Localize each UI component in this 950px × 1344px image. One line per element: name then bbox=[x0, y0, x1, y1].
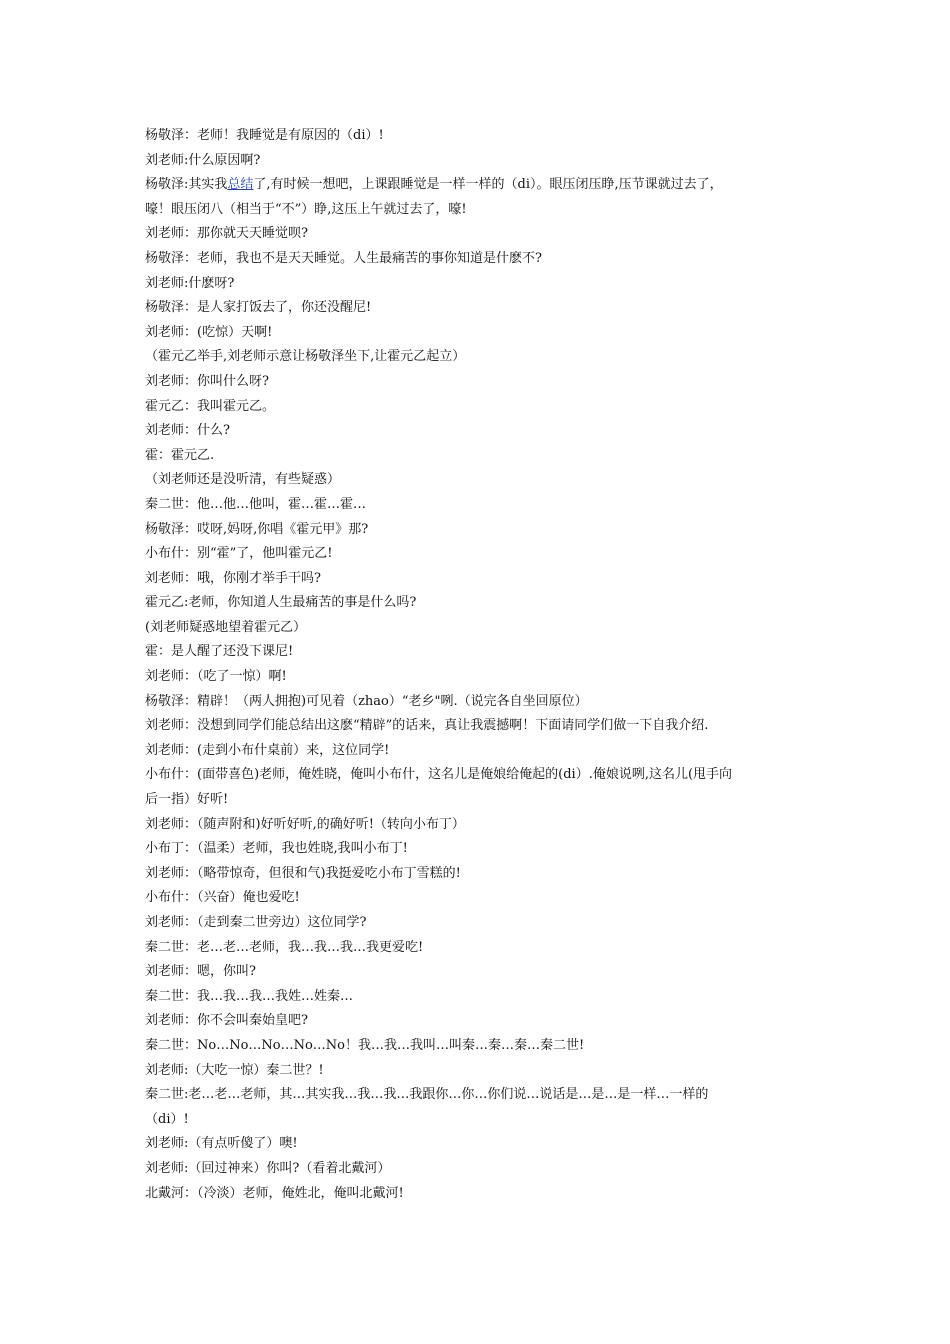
dialogue-line: 刘老师：哦，你刚才举手干吗? bbox=[145, 570, 321, 586]
dialogue-line: 杨敬泽：老师，我也不是天天睡觉。人生最痛苦的事你知道是什麽不? bbox=[145, 250, 542, 266]
dialogue-line: 杨敬泽：老师！我睡觉是有原因的（di）! bbox=[145, 128, 384, 143]
stage-direction: （霍元乙举手,刘老师示意让杨敬泽坐下,让霍元乙起立） bbox=[145, 349, 466, 365]
dialogue-line: 杨敬泽：精辟！（两人拥抱)可见着（zhao）“老乡"咧.（说完各自坐回原位） bbox=[145, 693, 588, 709]
dialogue-line: 刘老师：（随声附和)好听好听,的确好听!（转向小布丁） bbox=[145, 816, 465, 832]
dialogue-line: 刘老师：（走到秦二世旁边）这位同学? bbox=[145, 915, 367, 930]
dialogue-line bbox=[145, 173, 820, 198]
line-text-before: 杨敬泽:其实我 bbox=[145, 177, 228, 193]
dialogue-line: 刘老师：(吃惊）天啊! bbox=[145, 324, 273, 340]
dialogue-line: 刘老师：(走到小布什桌前）来，这位同学! bbox=[145, 742, 390, 758]
dialogue-line: 刘老师:（大吃一惊）秦二世？! bbox=[145, 1062, 324, 1078]
dialogue-line: （di）! bbox=[145, 1111, 189, 1127]
dialogue-line: 霍：是人醒了还没下课尼! bbox=[145, 644, 294, 660]
line-text-after: 了,有时候一想吧，上课跟睡觉是一样一样的（di）。眼压闭压睁,压节课就过去了， bbox=[253, 177, 723, 193]
dialogue-line: 刘老师:什麽呀? bbox=[145, 275, 235, 291]
dialogue-line: 刘老师：什么? bbox=[145, 423, 230, 439]
dialogue-line: 刘老师：你不会叫秦始皇吧? bbox=[145, 1013, 308, 1029]
dialogue-line: 后一指）好听! bbox=[145, 792, 229, 808]
dialogue-line: 小布什：别“霍”了，他叫霍元乙! bbox=[145, 546, 333, 562]
stage-direction: （刘老师还是没听清，有些疑惑） bbox=[145, 472, 341, 488]
summary-link[interactable]: 总结 bbox=[227, 177, 254, 193]
dialogue-line: 霍元乙:老师，你知道人生最痛苦的事是什么吗? bbox=[145, 595, 417, 611]
dialogue-line: 刘老师:（回过神来）你叫?（看着北戴河） bbox=[145, 1160, 391, 1176]
dialogue-line: 嚎！眼压闭八（相当于“不”）睁,这压上午就过去了，嚎! bbox=[145, 201, 467, 217]
dialogue-line: 刘老师：那你就天天睡觉呗? bbox=[145, 226, 308, 242]
dialogue-line: 刘老师：没想到同学们能总结出这麽“精辟”的话来，真让我震撼啊！下面请同学们做一下自我介绍. bbox=[145, 718, 709, 734]
dialogue-line: 北戴河：（冷淡）老师，俺姓北，俺叫北戴河! bbox=[145, 1185, 404, 1201]
dialogue-line: 霍：霍元乙. bbox=[145, 447, 215, 463]
dialogue-line: 刘老师：嗯，你叫? bbox=[145, 964, 256, 980]
dialogue-line: 杨敬泽：是人家打饭去了，你还没醒尼! bbox=[145, 300, 372, 316]
dialogue-line: 刘老师：（略带惊奇，但很和气)我挺爱吃小布丁雪糕的! bbox=[145, 865, 461, 881]
dialogue-line: 刘老师：（吃了一惊）啊! bbox=[145, 669, 287, 685]
dialogue-line: 刘老师:（有点听傻了）噢! bbox=[145, 1136, 298, 1152]
stage-direction: (刘老师疑惑地望着霍元乙） bbox=[145, 619, 307, 635]
dialogue-line: 秦二世：我…我…我…我姓…姓秦… bbox=[145, 988, 354, 1004]
dialogue-line: 秦二世:老…老…老师，其…其实我…我…我…我跟你…你…你们说…说话是…是…是一样…一样的 bbox=[145, 1087, 709, 1103]
dialogue-line: 秦二世：他…他…他叫，霍…霍…霍… bbox=[145, 496, 367, 512]
dialogue-line: 小布丁：（温柔）老师，我也姓晓,我叫小布丁! bbox=[145, 841, 408, 857]
dialogue-line: 霍元乙：我叫霍元乙。 bbox=[145, 398, 276, 414]
dialogue-line: 秦二世：老…老…老师，我…我…我…我更爱吃! bbox=[145, 939, 424, 955]
dialogue-line: 杨敬泽：哎呀,妈呀,你唱《霍元甲》那? bbox=[145, 521, 369, 537]
dialogue-line: 刘老师:什么原因啊? bbox=[145, 152, 261, 168]
dialogue-line: 小布什：（兴奋）俺也爱吃! bbox=[145, 890, 300, 906]
dialogue-line: 秦二世：No…No…No…No…No！我…我…我叫…叫秦…秦…秦…秦二世! bbox=[145, 1037, 585, 1053]
document-page bbox=[145, 124, 820, 1206]
dialogue-line: 刘老师：你叫什么呀? bbox=[145, 373, 269, 389]
dialogue-line: 小布什：(面带喜色)老师，俺姓晓，俺叫小布什，这名儿是俺娘给俺起的(di）.俺娘说咧,这名儿(甩手向 bbox=[145, 767, 733, 783]
